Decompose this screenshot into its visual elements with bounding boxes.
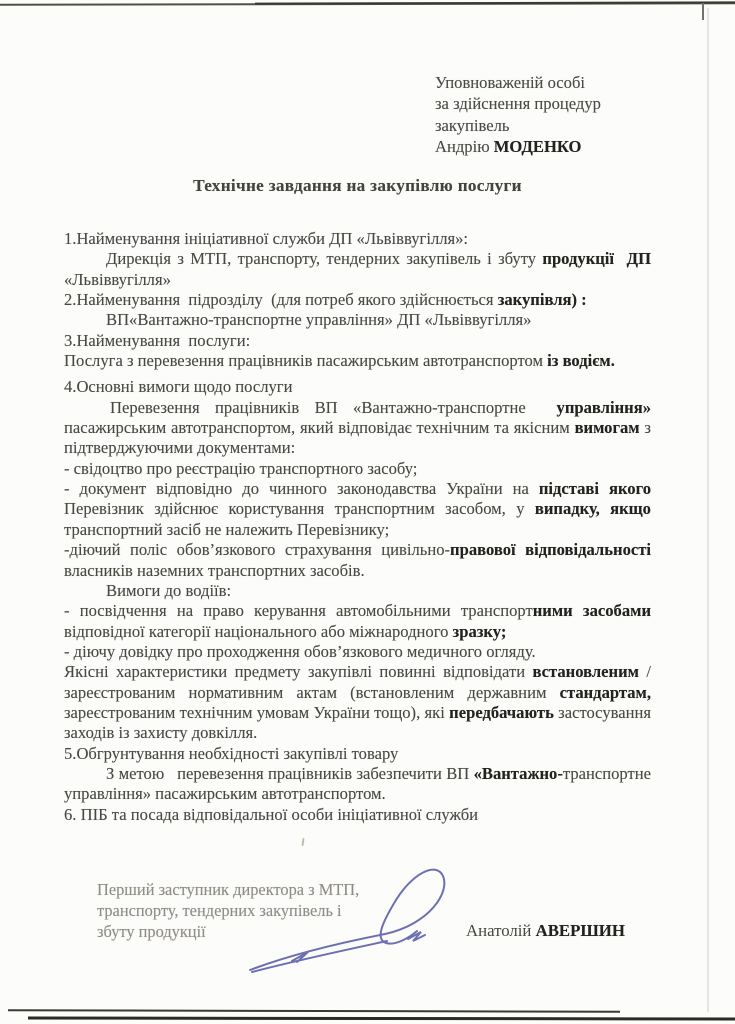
text-run: З метою перевезення працівників забезпечити ВП (106, 763, 474, 783)
document-body (64, 229, 651, 825)
text-run: ними засобами (532, 601, 651, 621)
body-paragraph (64, 249, 651, 290)
text-run: /зареєстрованим нормативним актам (встановленим державним (64, 662, 651, 702)
scan-bottom-edge-band (28, 1017, 735, 1021)
signature-line (97, 880, 359, 901)
text-run: - свідоцтво про реєстрацію транспортного засобу; (64, 458, 418, 478)
scan-right-page-edge (707, 8, 709, 1012)
text-run: Дирекція з МТП, транспорту, тендерних закупівель і збуту (106, 249, 543, 269)
body-paragraph (64, 229, 651, 249)
signature-line (97, 901, 359, 922)
text-run: «Львіввугілля» (64, 269, 171, 289)
body-paragraph (64, 310, 651, 330)
text-run: власників наземних транспортних засобів. (64, 560, 365, 580)
text-run: передбачають (449, 702, 554, 722)
text-run: Якісні характеристики предмету закупівлі повинні відповідати (64, 662, 533, 682)
text-run: АВЕРШИН (535, 921, 625, 940)
signatory-name-line (466, 921, 625, 941)
text-run: Перевезення працівників ВП «Вантажно-транспортне (110, 397, 557, 417)
recipient-line (435, 136, 601, 157)
text-run: зареєстрованим технічним умовам України тощо), які (64, 702, 450, 722)
text-run: Послуга з перевезення працівників пасажирським автотранспортом (64, 351, 548, 371)
text-run: стандартам, (559, 682, 651, 702)
recipient-line (435, 93, 601, 114)
text-run: правової відповідальності (450, 540, 652, 560)
text-run: МОДЕНКО (493, 136, 582, 156)
text-run: підставі якого (538, 479, 652, 499)
text-run: транспортне управління» пасажирським автотранспортом. (64, 763, 651, 804)
text-run: управління» (556, 397, 651, 417)
text-run: із водієм. (547, 351, 615, 371)
body-paragraph (64, 398, 651, 459)
text-run: -діючий поліс обов’язкового страхування цивільно- (64, 540, 451, 560)
text-run: - діючу довідку про проходження обов’язкового медичного огляду. (64, 641, 536, 661)
text-run: продукції ДП (542, 249, 651, 269)
text-run: закупівля) : (497, 290, 587, 310)
recipient-line (435, 72, 601, 93)
text-run: з підтверджуючими документами: (64, 418, 651, 458)
ink-speck (301, 838, 304, 846)
text-run: - посвідчення на право керування автомобільними транспорт (64, 601, 533, 621)
text-run: - документ відповідно до чинного законодавства України на (64, 479, 539, 499)
text-run: ВП«Вантажно-транспортне управління» ДП «Львіввугілля» (106, 310, 532, 330)
body-paragraph (64, 642, 651, 662)
scan-corner-mark (702, 3, 704, 20)
text-run: збуту продукції (97, 921, 206, 941)
text-run: 5.Обгрунтування необхідності закупівлі товару (64, 743, 399, 763)
signature-line (97, 922, 359, 943)
body-paragraph (64, 764, 651, 805)
body-paragraph (64, 662, 651, 743)
body-paragraph (64, 581, 651, 601)
body-paragraph (64, 377, 651, 397)
body-paragraph (64, 744, 651, 764)
body-paragraph (64, 331, 651, 351)
text-run: випадку, якщо (534, 499, 651, 519)
text-run: відповідної категорії національного або міжнародного (64, 621, 453, 641)
text-run: 1.Найменування ініціативної служби ДП «Львіввугілля»: (64, 229, 469, 248)
body-paragraph (64, 805, 651, 825)
text-run: Вимоги до водіїв: (106, 580, 232, 600)
text-run: 3.Найменування послуги: (64, 330, 251, 350)
body-paragraph (64, 479, 651, 540)
text-run: за здійснення процедур (435, 94, 601, 114)
recipient-line (435, 115, 601, 136)
text-run: транспортний засіб не належить Перевізнику; (64, 519, 390, 539)
signatory-name (466, 921, 625, 941)
body-paragraph (64, 601, 651, 642)
text-run: встановленим (532, 662, 639, 682)
scan-bottom-edge-line (8, 1009, 620, 1013)
text-run: зразку; (452, 621, 507, 641)
signature-left-block (97, 880, 359, 942)
body-paragraph (64, 351, 651, 371)
text-run: Перший заступник директора з МТП, (97, 880, 360, 899)
text-run: Уповноваженій особі (435, 73, 586, 92)
text-run: Андрію (435, 136, 494, 156)
text-run: транспорту, тендерних закупівель і (97, 900, 342, 920)
text-run: закупівель (435, 115, 510, 135)
text-run: вимогам (574, 418, 640, 438)
text-run: 4.Основні вимоги щодо послуги (64, 377, 293, 397)
document-title: Технічне завдання на закупівлю послуги (193, 176, 522, 195)
text-run: 2.Найменування підрозділу (для потреб якого здійснюється (64, 290, 498, 310)
text-run: пасажирським автотранспортом, який відповідає технічним та якісним (64, 418, 575, 438)
body-paragraph (64, 540, 651, 581)
recipient-block (435, 72, 601, 157)
text-run: «Вантажно- (473, 763, 563, 783)
text-run: Перевізник здійснює користування транспортним засобом, у (64, 499, 535, 519)
text-run: застосування заходів із захисту довкілля. (64, 702, 652, 743)
body-paragraph (64, 290, 651, 310)
body-paragraph (64, 459, 651, 479)
text-run: 6. ПІБ та посада відповідальної особи ініціативної служби (64, 804, 479, 824)
text-run: Анатолій (466, 921, 536, 940)
